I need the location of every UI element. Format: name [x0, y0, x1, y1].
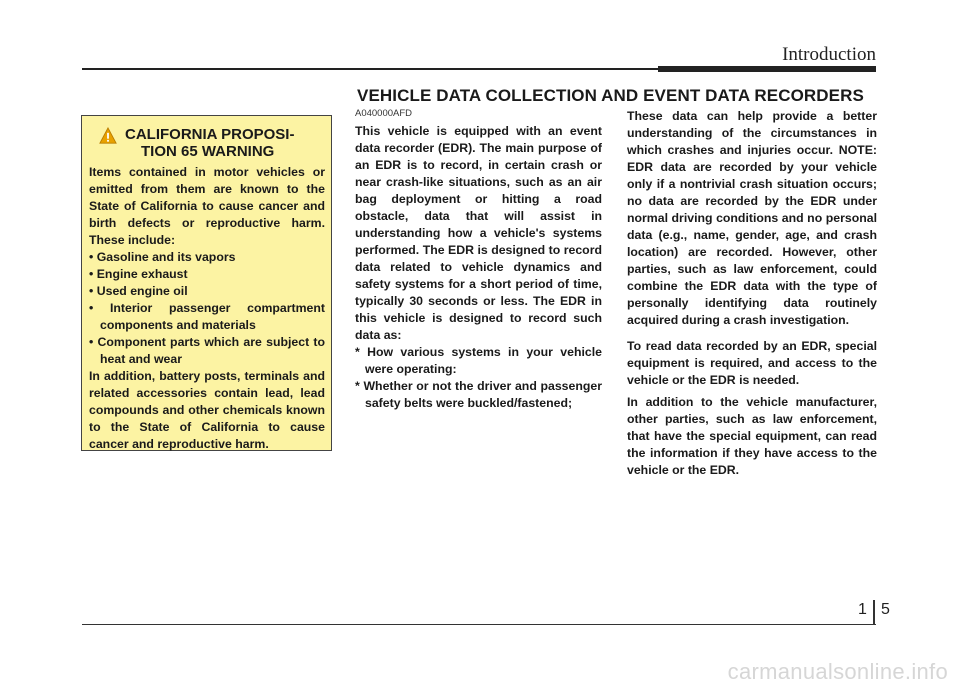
edr-purpose-paragraph: These data can help provide a better understanding of the circumstances in which crashes and injuries occur. NOTE: EDR data are recorded by your vehicle only if a nontrivial crash situation occurs; no data are recorded by the EDR under normal driving conditions and no personal data (e.g., name, gender, age, and crash location) are recorded. However, other parties, such as law enforcement, could combine the EDR data with the type of personally identifying data routinely acquired during a crash investigation. — [627, 109, 877, 327]
section-code: A040000AFD — [355, 108, 413, 119]
edr-access-paragraph: To read data recorded by an EDR, special equipment is required, and access to the vehicle or the EDR is needed. — [627, 339, 877, 387]
column-b — [627, 108, 877, 479]
warning-intro-text: Items contained in motor vehicles or emitted from them are known to the State of California to cause cancer and birth defects or reproductive harm. These include: — [89, 165, 325, 247]
warning-header — [89, 126, 325, 160]
watermark: carmanualsonline.info — [727, 659, 948, 684]
warning-list-item: • Component parts which are subject to heat and wear — [89, 334, 325, 368]
warning-title-line-1: CALIFORNIA PROPOSI- — [125, 126, 295, 143]
header-accent-bar — [658, 66, 876, 72]
warning-closing-text: In addition, battery posts, terminals and related accessories contain lead, lead compounds and other chemicals known to the State of California to cause cancer and reproductive harm. — [89, 369, 325, 451]
footer-divider — [873, 600, 875, 624]
section-heading: VEHICLE DATA COLLECTION AND EVENT DATA RECORDERS — [357, 86, 864, 105]
footer-page-number: 5 — [881, 601, 890, 618]
edr-third-party-paragraph: In addition to the vehicle manufacturer, other parties, such as law enforcement, that have the special equipment, can read the information if they have access to the vehicle or the EDR. — [627, 395, 877, 477]
footer-rule — [82, 624, 876, 625]
warning-list-item: • Used engine oil — [89, 283, 325, 300]
edr-intro-paragraph: This vehicle is equipped with an event data recorder (EDR). The main purpose of an EDR is to record, in certain crash or near crash-like situations, such as an air bag deployment or hitting a road obstacle, data that will assist in understanding how a vehicle's systems performed. The EDR is designed to record data related to vehicle dynamics and safety systems for a short period of time, typically 30 seconds or less. The EDR in this vehicle is designed to record such data as: — [355, 124, 602, 342]
warning-list-item: • Engine exhaust — [89, 266, 325, 283]
warning-list-item: • Gasoline and its vapors — [89, 249, 325, 266]
warning-triangle-icon — [99, 127, 117, 145]
page-header-title: Introduction — [782, 44, 876, 65]
california-warning-box — [81, 115, 332, 451]
warning-title — [123, 126, 294, 160]
edr-data-list-item: * How various systems in your vehicle were operating: — [355, 344, 602, 378]
column-a — [355, 108, 602, 412]
footer-chapter-number: 1 — [858, 601, 867, 618]
warning-title-line-2: TION 65 WARNING — [141, 143, 275, 160]
warning-item-list — [89, 249, 325, 368]
header-rule — [82, 68, 658, 70]
edr-data-list — [355, 344, 602, 412]
warning-list-item: • Interior passenger compartment components and materials — [89, 300, 325, 334]
edr-data-list-item: * Whether or not the driver and passenger safety belts were buckled/fastened; — [355, 378, 602, 412]
